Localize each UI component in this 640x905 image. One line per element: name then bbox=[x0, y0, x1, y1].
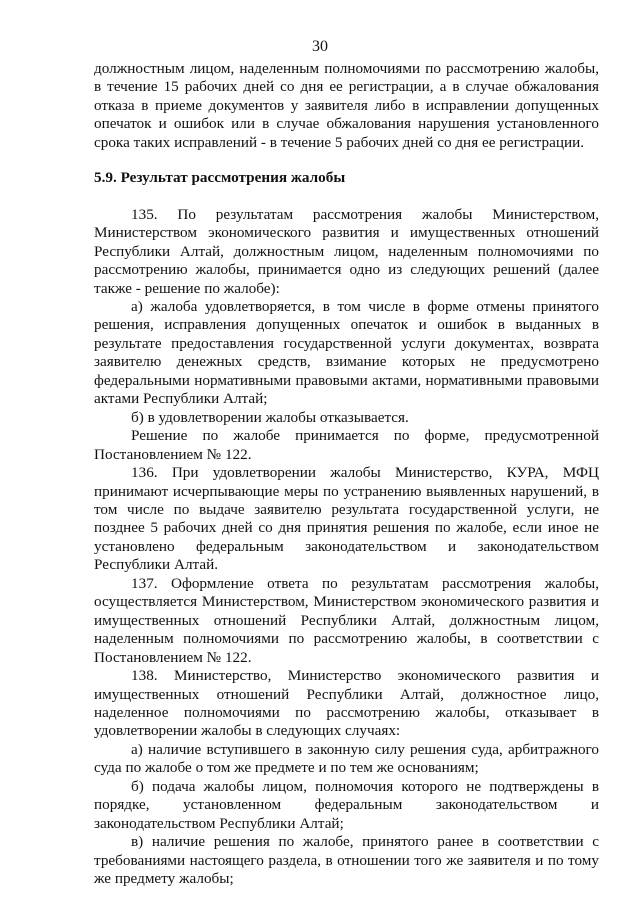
paragraph-138: 138. Министерство, Министерство экономического развития и имущественных отношений Республики Алтай, должностное лицо, наделенное полномочиями по рассмотрению жалобы, отказывает в удовлетворении жалобы в следующих случаях: bbox=[94, 667, 599, 740]
document-body bbox=[94, 60, 599, 888]
paragraph-138-v: в) наличие решения по жалобе, принятого ранее в соответствии с требованиями настоящего раздела, в отношении того же заявителя и по тому же предмету жалобы; bbox=[94, 833, 599, 888]
paragraph-135: 135. По результатам рассмотрения жалобы Министерством, Министерством экономического развития и имущественных отношений Республики Алтай, должностным лицом, наделенным полномочиями по рассмотрению жалобы, принимается одно из следующих решений (далее также - решение по жалобе): bbox=[94, 205, 599, 297]
paragraph-135-decision: Решение по жалобе принимается по форме, предусмотренной Постановлением № 122. bbox=[94, 427, 599, 463]
page-number: 30 bbox=[312, 38, 328, 55]
paragraph-intro-continuation: должностным лицом, наделенным полномочиями по рассмотрению жалобы, в течение 15 рабочих дней со дня ее регистрации, а в случае обжалования отказа в приеме документов у заявителя либо в исправлении допущенных опечаток и ошибок или в случае обжалования нарушения установленного срока таких исправлений - в течение 5 рабочих дней со дня ее регистрации. bbox=[94, 60, 599, 151]
paragraph-136: 136. При удовлетворении жалобы Министерство, КУРА, МФЦ принимают исчерпывающие меры по устранению выявленных нарушений, в том числе по выдаче заявителю результата государственной услуги, не позднее 5 рабочих дней со дня принятия решения по жалобе, если иное не установлено федеральным законодательством и законодательством Республики Алтай. bbox=[94, 464, 599, 574]
paragraph-135-a: а) жалоба удовлетворяется, в том числе в форме отмены принятого решения, исправления допущенных опечаток и ошибок в выданных в результате предоставления государственной услуги документах, возврата заявителю денежных средств, взимание которых не предусмотрено федеральными нормативными правовыми актами, нормативными правовыми актами Республики Алтай; bbox=[94, 297, 599, 408]
paragraph-135-b: б) в удовлетворении жалобы отказывается. bbox=[131, 408, 409, 426]
section-heading-5-9: 5.9. Результат рассмотрения жалобы bbox=[94, 169, 346, 187]
paragraph-138-a: а) наличие вступившего в законную силу решения суда, арбитражного суда по жалобе о том же предмете и по тем же основаниям; bbox=[94, 740, 599, 777]
paragraph-138-b: б) подача жалобы лицом, полномочия которого не подтверждены в порядке, установленном федеральным законодательством и законодательством Республики Алтай; bbox=[94, 777, 599, 832]
paragraph-137: 137. Оформление ответа по результатам рассмотрения жалобы, осуществляется Министерством, Министерством экономического развития и имущественных отношений Республики Алтай, должностным лицом, наделенным полномочиями по рассмотрению жалобы, в соответствии с Постановлением № 122. bbox=[94, 574, 599, 666]
